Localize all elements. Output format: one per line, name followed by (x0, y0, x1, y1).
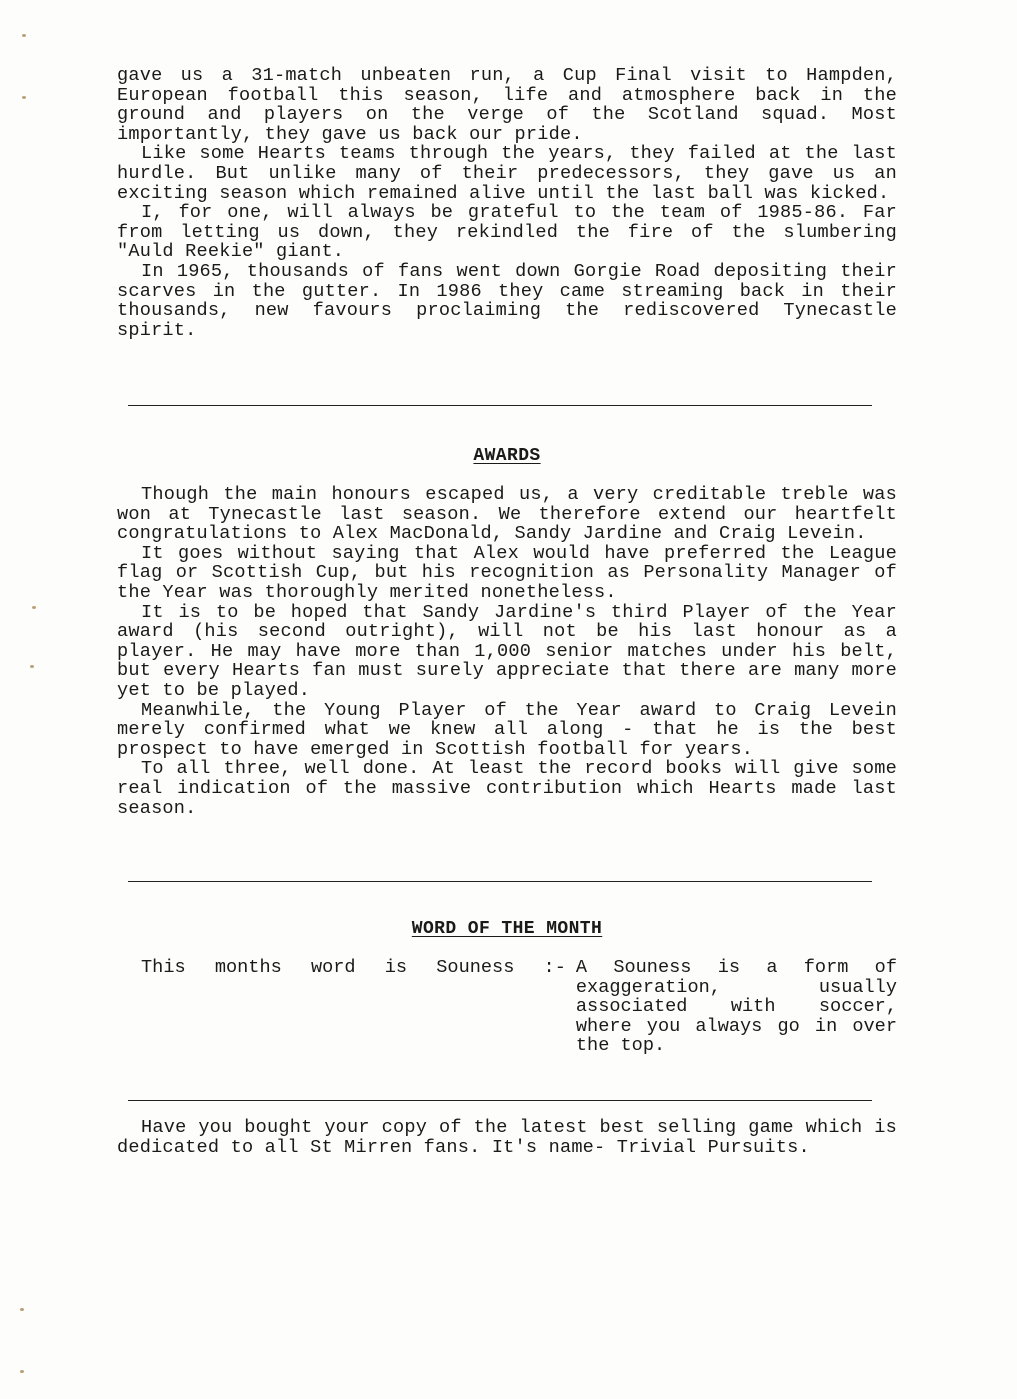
awards-paragraph: It goes without saying that Alex would have preferred the League flag or Scottish Cup, but his recognition as Personality Manager of the Year was thoroughly merited nonetheless. (117, 542, 897, 603)
awards-paragraph: It is to be hoped that Sandy Jardine's third Player of the Year award (his second outright), will not be his last honour as a player. He may have more than 1,000 senior matches under his belt, but every Hearts fan must surely appreciate that there are many more yet to be played. (117, 601, 897, 701)
intro-section (117, 66, 897, 340)
section-divider (128, 1100, 872, 1101)
binding-mark (22, 96, 26, 99)
closing-section (117, 1118, 897, 1157)
awards-section (117, 485, 897, 818)
lead-word: This (141, 957, 186, 978)
word-definition: A Souness is a form of exaggeration, usually associated with soccer, where you always go in over the top. (575, 957, 897, 1057)
binding-mark (20, 1370, 24, 1373)
intro-paragraph: gave us a 31-match unbeaten run, a Cup Final visit to Hampden, European football this season, life and atmosphere back in the ground and players on the verge of the Scotland squad. Most importantly, they gave us back our pride. (117, 65, 897, 145)
lead-word: word (310, 957, 356, 978)
awards-heading-text: AWARDS (473, 446, 541, 466)
intro-paragraph: Like some Hearts teams through the years, they failed at the last hurdle. But unlike many of their predecessors, they gave us an exciting season which remained alive until the last ball was kicked. (117, 143, 897, 204)
binding-mark (30, 665, 34, 668)
awards-paragraph: Meanwhile, the Young Player of the Year award to Craig Levein merely confirmed what we knew all along - that he is the best prospect to have emerged in Scottish football for years. (117, 699, 897, 760)
awards-heading (117, 446, 897, 466)
awards-paragraph: To all three, well done. At least the record books will give some real indication of the massive contribution which Hearts made last season. (117, 758, 897, 819)
lead-word: Souness (436, 957, 515, 978)
lead-word: months (214, 957, 282, 978)
closing-paragraph: Have you bought your copy of the latest best selling game which is dedicated to all St Mirren fans. It's name- Trivial Pursuits. (117, 1117, 897, 1158)
awards-paragraph: Though the main honours escaped us, a very creditable treble was won at Tynecastle last season. We therefore extend our heartfelt congratulations to Alex MacDonald, Sandy Jardine and Craig Levein. (117, 484, 897, 545)
section-divider (128, 881, 872, 882)
binding-mark (32, 606, 36, 609)
section-divider (128, 405, 872, 406)
lead-word: :- (543, 957, 566, 978)
word-of-month-lead (141, 958, 576, 1056)
intro-paragraph: In 1965, thousands of fans went down Gorgie Road depositing their scarves in the gutter. In 1986 they came streaming back in their thousands, new favours proclaiming the rediscovered Tynecastle spirit. (117, 260, 897, 341)
binding-mark (20, 1308, 24, 1311)
intro-paragraph: I, for one, will always be grateful to the team of 1985-86. Far from letting us down, they rekindled the fire of the slumbering "Auld Reekie" giant. (117, 202, 897, 263)
word-of-month-entry (141, 958, 897, 1056)
lead-word: is (384, 957, 408, 978)
binding-mark (22, 34, 26, 37)
word-of-month-heading-text: WORD OF THE MONTH (411, 919, 603, 939)
word-of-month-heading (117, 919, 897, 939)
